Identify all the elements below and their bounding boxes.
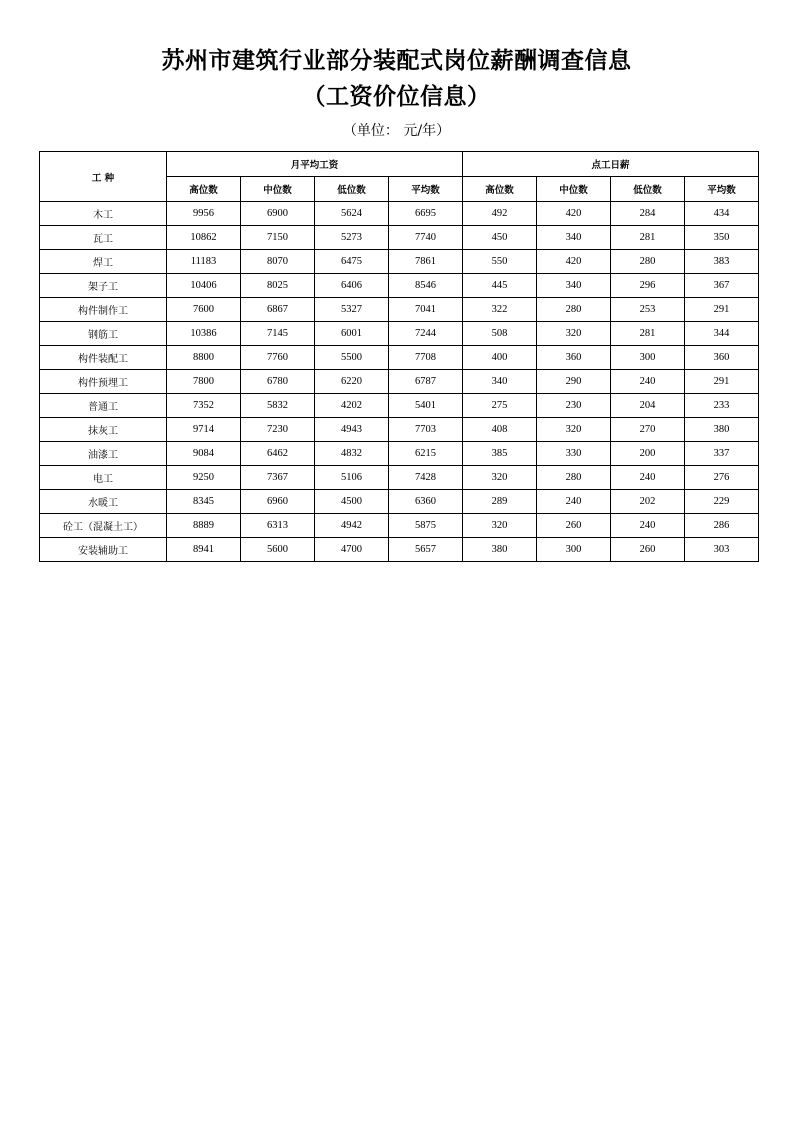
daily-wage-cell: 275 [463, 394, 537, 418]
table-body [40, 202, 759, 562]
daily-wage-cell: 204 [611, 394, 685, 418]
monthly-wage-cell: 5600 [241, 538, 315, 562]
job-type-cell: 抹灰工 [40, 418, 167, 442]
daily-wage-cell: 291 [685, 298, 759, 322]
job-type-cell: 水暖工 [40, 490, 167, 514]
daily-wage-cell: 300 [537, 538, 611, 562]
daily-wage-cell: 240 [611, 466, 685, 490]
monthly-wage-cell: 5327 [315, 298, 389, 322]
daily-wage-cell: 260 [537, 514, 611, 538]
daily-wage-cell: 202 [611, 490, 685, 514]
page-title: 苏州市建筑行业部分装配式岗位薪酬调查信息 [161, 47, 632, 74]
daily-wage-cell: 320 [463, 466, 537, 490]
monthly-wage-cell: 6695 [389, 202, 463, 226]
daily-wage-cell: 240 [611, 370, 685, 394]
job-type-cell: 安装辅助工 [40, 538, 167, 562]
wage-table [39, 151, 759, 562]
monthly-wage-cell: 4700 [315, 538, 389, 562]
monthly-wage-cell: 5832 [241, 394, 315, 418]
daily-wage-cell: 340 [463, 370, 537, 394]
daily-wage-cell: 280 [537, 298, 611, 322]
daily-wage-cell: 340 [537, 226, 611, 250]
monthly-wage-cell: 6313 [241, 514, 315, 538]
job-type-cell: 焊工 [40, 250, 167, 274]
column-header: 中位数 [241, 177, 315, 202]
page-subtitle: （工资价位信息） [302, 83, 491, 110]
daily-wage-cell: 360 [685, 346, 759, 370]
column-header: 平均数 [685, 177, 759, 202]
monthly-wage-cell: 7428 [389, 466, 463, 490]
table-row [40, 370, 759, 394]
daily-wage-cell: 383 [685, 250, 759, 274]
table-row [40, 322, 759, 346]
table-row [40, 514, 759, 538]
job-type-cell: 瓦工 [40, 226, 167, 250]
monthly-wage-cell: 6960 [241, 490, 315, 514]
monthly-wage-cell: 5500 [315, 346, 389, 370]
daily-wage-cell: 344 [685, 322, 759, 346]
daily-wage-cell: 300 [611, 346, 685, 370]
daily-wage-cell: 286 [685, 514, 759, 538]
monthly-wage-cell: 11183 [167, 250, 241, 274]
table-row [40, 442, 759, 466]
daily-wage-cell: 303 [685, 538, 759, 562]
monthly-wage-group-header: 月平均工资 [167, 152, 463, 177]
daily-wage-cell: 320 [537, 322, 611, 346]
job-type-cell: 构件装配工 [40, 346, 167, 370]
daily-wage-cell: 360 [537, 346, 611, 370]
daily-wage-cell: 253 [611, 298, 685, 322]
daily-wage-cell: 281 [611, 226, 685, 250]
daily-wage-cell: 200 [611, 442, 685, 466]
monthly-wage-cell: 7800 [167, 370, 241, 394]
daily-wage-cell: 420 [537, 202, 611, 226]
daily-wage-cell: 385 [463, 442, 537, 466]
monthly-wage-cell: 7367 [241, 466, 315, 490]
monthly-wage-cell: 8546 [389, 274, 463, 298]
monthly-wage-cell: 6462 [241, 442, 315, 466]
table-row [40, 418, 759, 442]
monthly-wage-cell: 7740 [389, 226, 463, 250]
daily-wage-cell: 284 [611, 202, 685, 226]
monthly-wage-cell: 9956 [167, 202, 241, 226]
daily-wage-cell: 420 [537, 250, 611, 274]
daily-wage-cell: 240 [537, 490, 611, 514]
monthly-wage-cell: 8889 [167, 514, 241, 538]
monthly-wage-cell: 6900 [241, 202, 315, 226]
job-type-header: 工 种 [40, 152, 167, 202]
table-row [40, 202, 759, 226]
daily-wage-cell: 330 [537, 442, 611, 466]
monthly-wage-cell: 8070 [241, 250, 315, 274]
monthly-wage-cell: 5106 [315, 466, 389, 490]
monthly-wage-cell: 6360 [389, 490, 463, 514]
job-type-cell: 钢筋工 [40, 322, 167, 346]
monthly-wage-cell: 8345 [167, 490, 241, 514]
monthly-wage-cell: 10386 [167, 322, 241, 346]
daily-wage-cell: 367 [685, 274, 759, 298]
table-row [40, 346, 759, 370]
daily-wage-cell: 380 [685, 418, 759, 442]
daily-wage-cell: 230 [537, 394, 611, 418]
monthly-wage-cell: 7041 [389, 298, 463, 322]
daily-wage-cell: 296 [611, 274, 685, 298]
column-header: 平均数 [389, 177, 463, 202]
daily-wage-group-header: 点工日薪 [463, 152, 759, 177]
daily-wage-cell: 434 [685, 202, 759, 226]
monthly-wage-cell: 7145 [241, 322, 315, 346]
monthly-wage-cell: 7600 [167, 298, 241, 322]
daily-wage-cell: 233 [685, 394, 759, 418]
table-row [40, 490, 759, 514]
daily-wage-cell: 337 [685, 442, 759, 466]
job-type-cell: 木工 [40, 202, 167, 226]
monthly-wage-cell: 10862 [167, 226, 241, 250]
job-type-cell: 普通工 [40, 394, 167, 418]
daily-wage-cell: 380 [463, 538, 537, 562]
daily-wage-cell: 289 [463, 490, 537, 514]
table-row [40, 394, 759, 418]
monthly-wage-cell: 5273 [315, 226, 389, 250]
daily-wage-cell: 408 [463, 418, 537, 442]
monthly-wage-cell: 5875 [389, 514, 463, 538]
daily-wage-cell: 492 [463, 202, 537, 226]
daily-wage-cell: 276 [685, 466, 759, 490]
daily-wage-cell: 350 [685, 226, 759, 250]
column-header: 高位数 [463, 177, 537, 202]
daily-wage-cell: 445 [463, 274, 537, 298]
daily-wage-cell: 320 [537, 418, 611, 442]
monthly-wage-cell: 7760 [241, 346, 315, 370]
monthly-wage-cell: 6220 [315, 370, 389, 394]
monthly-wage-cell: 4942 [315, 514, 389, 538]
monthly-wage-cell: 10406 [167, 274, 241, 298]
daily-wage-cell: 280 [537, 466, 611, 490]
daily-wage-cell: 240 [611, 514, 685, 538]
header-row-groups [40, 152, 759, 177]
monthly-wage-cell: 4500 [315, 490, 389, 514]
monthly-wage-cell: 6215 [389, 442, 463, 466]
daily-wage-cell: 322 [463, 298, 537, 322]
monthly-wage-cell: 7230 [241, 418, 315, 442]
monthly-wage-cell: 7150 [241, 226, 315, 250]
monthly-wage-cell: 7244 [389, 322, 463, 346]
job-type-cell: 构件制作工 [40, 298, 167, 322]
table-row [40, 466, 759, 490]
monthly-wage-cell: 6406 [315, 274, 389, 298]
monthly-wage-cell: 6475 [315, 250, 389, 274]
monthly-wage-cell: 9714 [167, 418, 241, 442]
monthly-wage-cell: 4943 [315, 418, 389, 442]
monthly-wage-cell: 7861 [389, 250, 463, 274]
monthly-wage-cell: 4832 [315, 442, 389, 466]
table-row [40, 250, 759, 274]
job-type-cell: 砼工（混凝土工） [40, 514, 167, 538]
monthly-wage-cell: 7352 [167, 394, 241, 418]
monthly-wage-cell: 5657 [389, 538, 463, 562]
daily-wage-cell: 400 [463, 346, 537, 370]
daily-wage-cell: 290 [537, 370, 611, 394]
daily-wage-cell: 229 [685, 490, 759, 514]
table-row [40, 274, 759, 298]
column-header: 高位数 [167, 177, 241, 202]
daily-wage-cell: 281 [611, 322, 685, 346]
daily-wage-cell: 320 [463, 514, 537, 538]
monthly-wage-cell: 9084 [167, 442, 241, 466]
job-type-cell: 油漆工 [40, 442, 167, 466]
daily-wage-cell: 450 [463, 226, 537, 250]
monthly-wage-cell: 6787 [389, 370, 463, 394]
monthly-wage-cell: 8941 [167, 538, 241, 562]
monthly-wage-cell: 4202 [315, 394, 389, 418]
daily-wage-cell: 508 [463, 322, 537, 346]
daily-wage-cell: 280 [611, 250, 685, 274]
job-type-cell: 构件预埋工 [40, 370, 167, 394]
monthly-wage-cell: 5624 [315, 202, 389, 226]
monthly-wage-cell: 6780 [241, 370, 315, 394]
monthly-wage-cell: 6867 [241, 298, 315, 322]
column-header: 中位数 [537, 177, 611, 202]
job-type-cell: 架子工 [40, 274, 167, 298]
unit-label: （单位： 元/年） [342, 123, 451, 139]
monthly-wage-cell: 5401 [389, 394, 463, 418]
monthly-wage-cell: 8800 [167, 346, 241, 370]
monthly-wage-cell: 8025 [241, 274, 315, 298]
column-header: 低位数 [611, 177, 685, 202]
daily-wage-cell: 291 [685, 370, 759, 394]
job-type-cell: 电工 [40, 466, 167, 490]
daily-wage-cell: 340 [537, 274, 611, 298]
daily-wage-cell: 550 [463, 250, 537, 274]
monthly-wage-cell: 7703 [389, 418, 463, 442]
table-row [40, 538, 759, 562]
table-row [40, 226, 759, 250]
daily-wage-cell: 270 [611, 418, 685, 442]
monthly-wage-cell: 6001 [315, 322, 389, 346]
monthly-wage-cell: 7708 [389, 346, 463, 370]
monthly-wage-cell: 9250 [167, 466, 241, 490]
table-row [40, 298, 759, 322]
column-header: 低位数 [315, 177, 389, 202]
daily-wage-cell: 260 [611, 538, 685, 562]
